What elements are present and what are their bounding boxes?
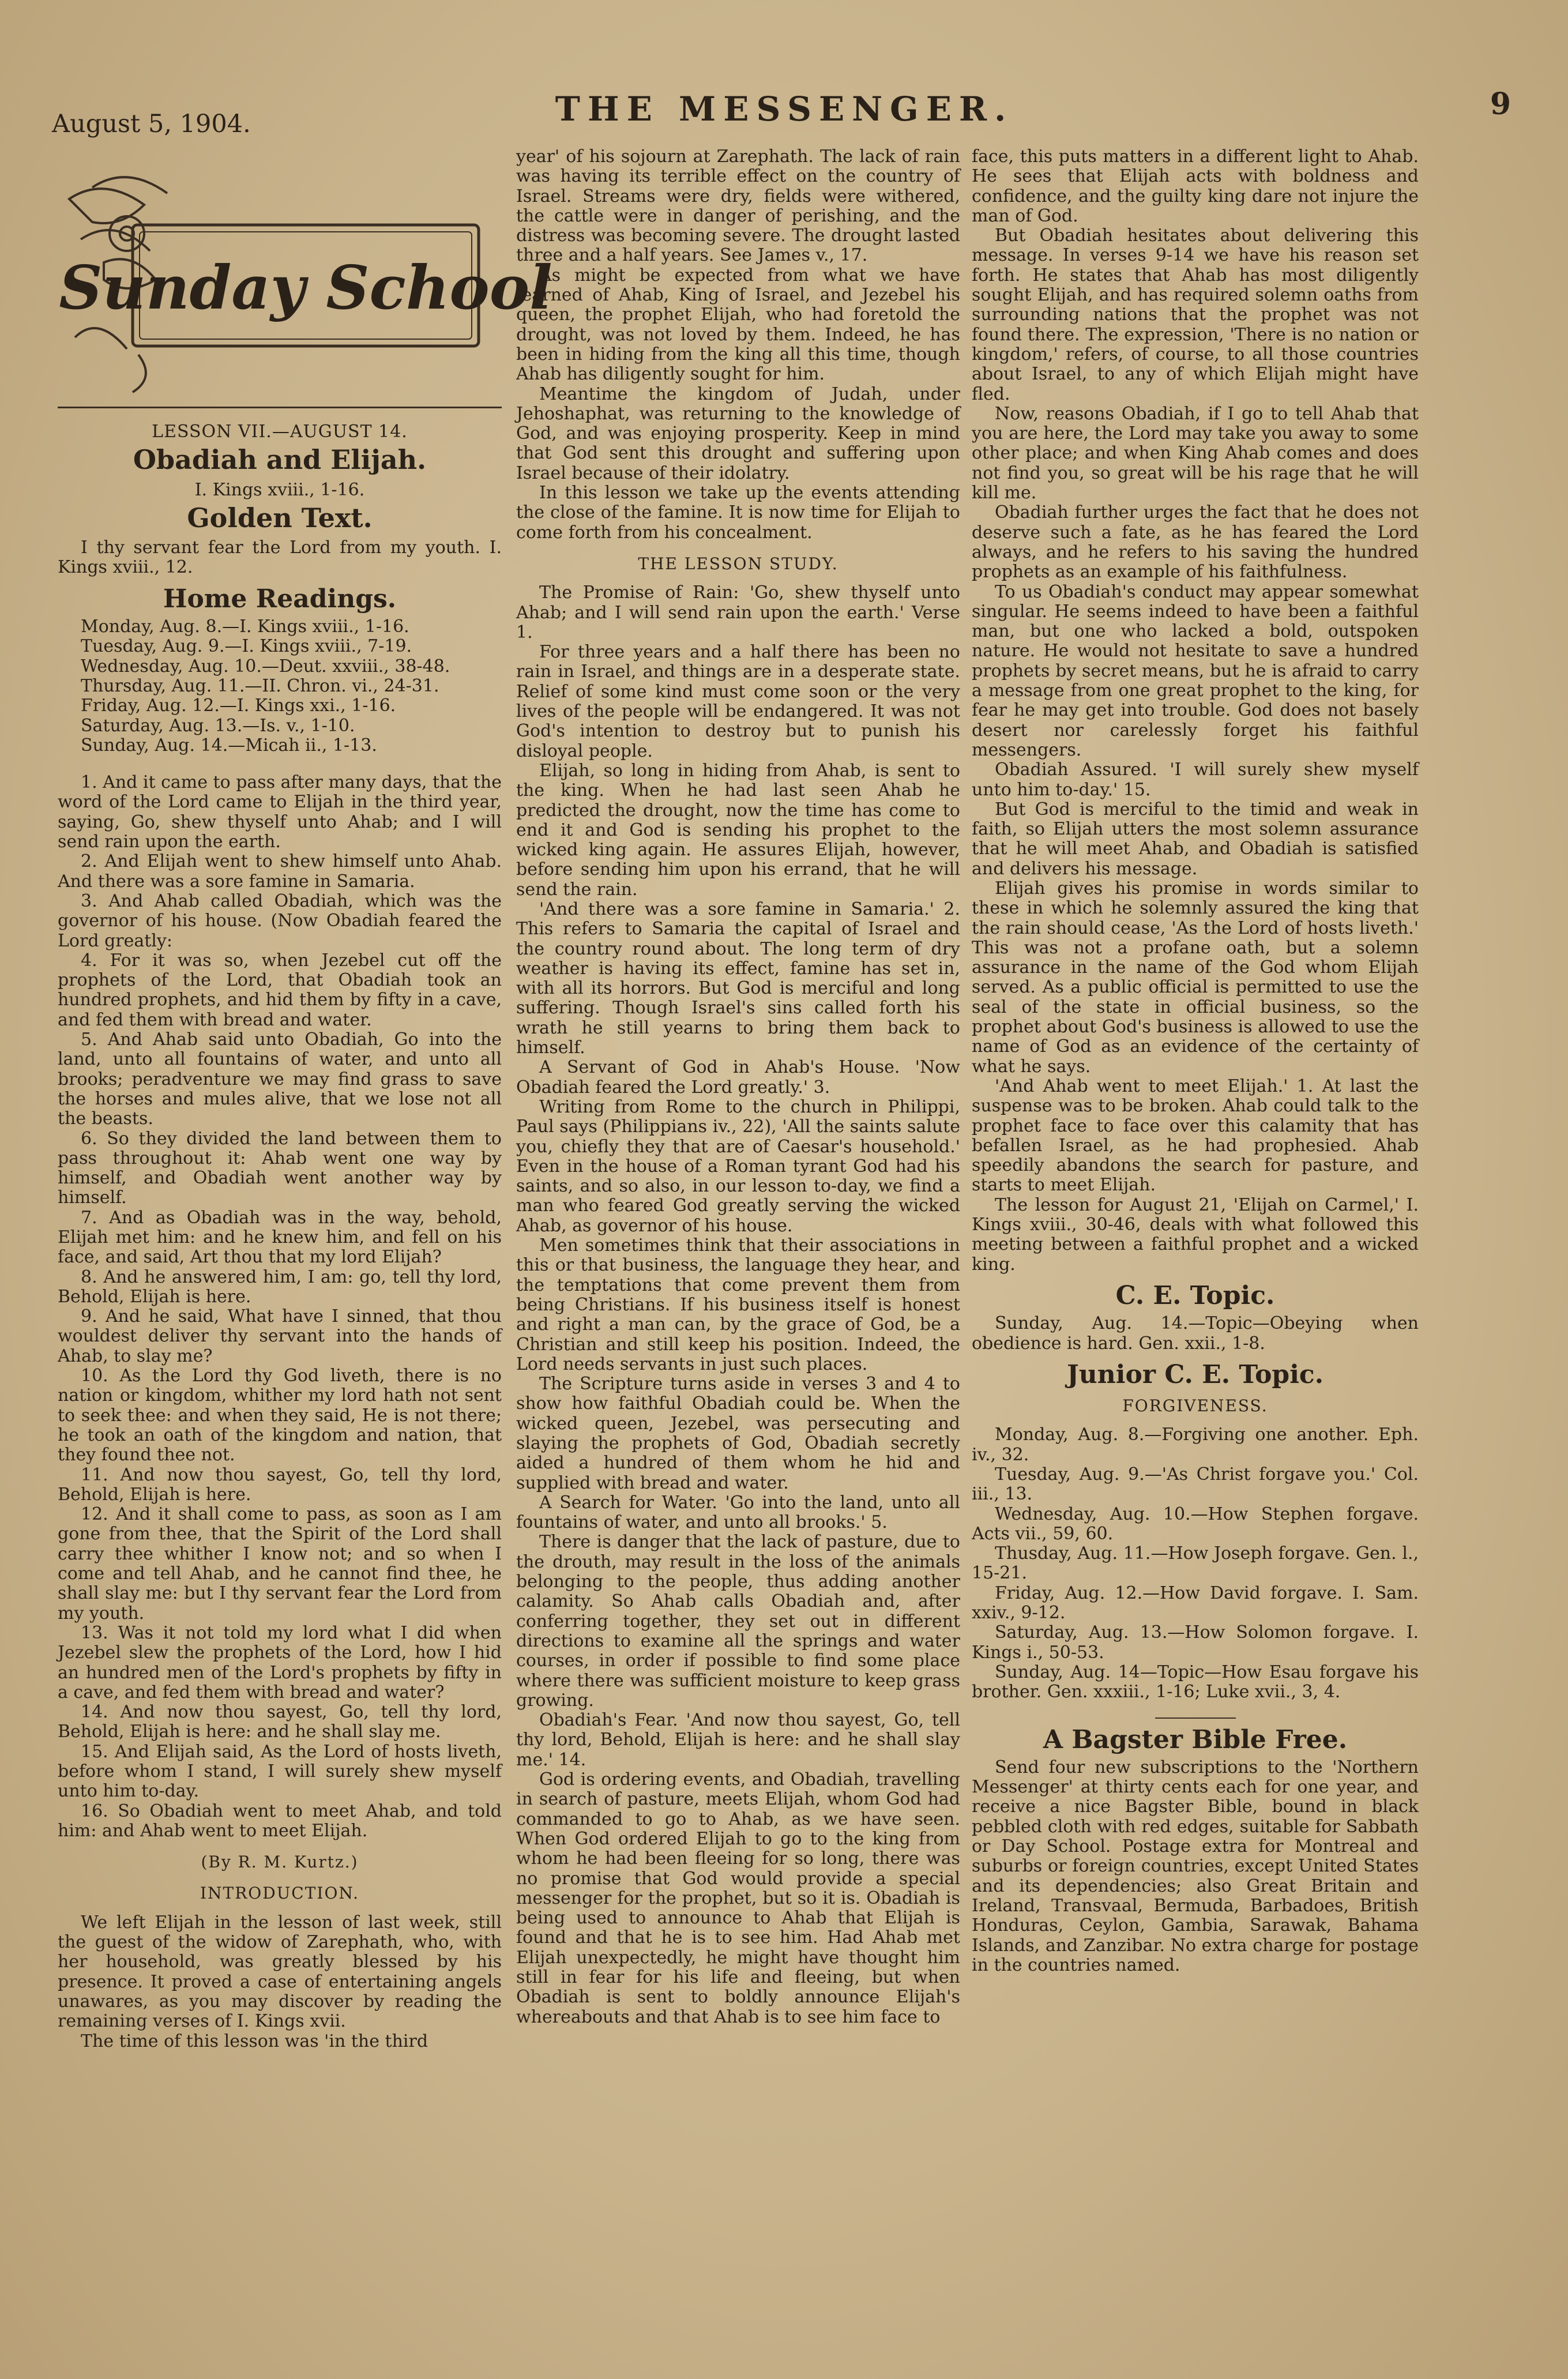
column-3 — [972, 147, 1419, 1975]
svg-text:Sunday School: Sunday School — [59, 252, 552, 323]
lesson-study-heading: THE LESSON STUDY. — [638, 554, 838, 573]
home-readings-list — [58, 617, 502, 756]
study-paragraph: Obadiah Assured. 'I will surely shew myself unto him to-day.' 15. — [972, 760, 1419, 800]
study-paragraph: But God is merciful to the timid and weak in faith, so Elijah utters the most solemn assurance that he will meet Ahab, and Obadiah is satisfied and delivers his message. — [972, 799, 1419, 879]
junior-topic-item: Wednesday, Aug. 10.—How Stephen forgave. Acts vii., 59, 60. — [972, 1504, 1419, 1544]
lesson-title: Obadiah and Elijah. — [133, 444, 427, 476]
study-paragraph: Now, reasons Obadiah, if I go to tell Ahab that you are here, the Lord may take you away to some other place; and when King Ahab comes and does not find you, so great will be his rage that he will kill me. — [972, 403, 1419, 503]
study-paragraph: Elijah, so long in hiding from Ahab, is sent to the king. When he had last seen Ahab he predicted the drought, now the time has come to end it and God is sending his prophet to the wicked king again. He assures Elijah, however, before sending him upon his errand, that he will send the rain. — [516, 760, 960, 900]
scripture-verse: 1. And it came to pass after many days, that the word of the Lord came to Elijah in the third year, saying, Go, shew thyself unto Ahab; and I will send rain upon the earth. — [58, 772, 502, 852]
reading-item: Friday, Aug. 12.—I. Kings xxi., 1-16. — [81, 696, 396, 716]
reading-item: Saturday, Aug. 13.—Is. v., 1-10. — [81, 715, 355, 736]
scripture-verse: 14. And now thou sayest, Go, tell thy lord, Behold, Elijah is here: and he shall slay me. — [58, 1702, 502, 1742]
junior-topic-item: Friday, Aug. 12.—How David forgave. I. Sam. xxiv., 9-12. — [972, 1583, 1419, 1623]
scripture-verse: 9. And he said, What have I sinned, that thou wouldest deliver thy servant into the hands of Ahab, to slay me? — [58, 1306, 502, 1366]
ce-topic-text: Sunday, Aug. 14.—Topic—Obeying when obedience is hard. Gen. xxii., 1-8. — [972, 1313, 1419, 1354]
introduction-paragraph: The time of this lesson was 'in the third — [81, 2031, 428, 2051]
golden-text: I thy servant fear the Lord from my youth. I. Kings xviii., 12. — [58, 538, 502, 578]
scripture-verse: 15. And Elijah said, As the Lord of hosts liveth, before whom I stand, I will surely shew myself unto him to-day. — [58, 1741, 502, 1802]
study-paragraph: The Promise of Rain: 'Go, shew thyself unto Ahab; and I will send rain upon the earth.' Verse 1. — [516, 582, 960, 642]
junior-topic-item: Tuesday, Aug. 9.—'As Christ forgave you.' Col. iii., 13. — [972, 1464, 1419, 1505]
scripture-verse: 6. So they divided the land between them to pass throughout it: Ahab went one way by himself, and Obadiah went another way by himself. — [58, 1128, 502, 1208]
reading-item: Tuesday, Aug. 9.—I. Kings xviii., 7-19. — [81, 636, 412, 657]
junior-topic-item: Sunday, Aug. 14—Topic—How Esau forgave his brother. Gen. xxxiii., 1-16; Luke xvii., 3, 4. — [972, 1662, 1419, 1702]
reading-item: Thursday, Aug. 11.—II. Chron. vi., 24-31. — [81, 675, 439, 696]
scripture-verse: 11. And now thou sayest, Go, tell thy lord, Behold, Elijah is here. — [58, 1464, 502, 1505]
lesson-reference: I. Kings xviii., 1-16. — [194, 479, 365, 500]
scripture-verse: 3. And Ahab called Obadiah, which was the governor of his house. (Now Obadiah feared the Lord greatly: — [58, 890, 502, 951]
golden-text-heading: Golden Text. — [187, 502, 373, 533]
column-2 — [516, 147, 960, 2027]
scripture-verse: 13. Was it not told my lord what I did when Jezebel slew the prophets of the Lord, how I hid an hundred men of the Lord's prophets by fifty in a cave, and fed them with bread and water? — [58, 1622, 502, 1702]
introduction-paragraph: As might be expected from what we have learned of Ahab, King of Israel, and Jezebel his queen, the prophet Elijah, who had foretold the drought, was not loved by them. Indeed, he has been in hiding from the king all this time, though Ahab has diligently sought for him. — [516, 265, 960, 385]
study-paragraph: A Search for Water. 'Go into the land, unto all fountains of water, and unto all brooks.' 5. — [516, 1492, 960, 1533]
study-paragraph: A Servant of God in Ahab's House. 'Now Obadiah feared the Lord greatly.' 3. — [516, 1057, 960, 1098]
study-paragraph: For three years and a half there has been no rain in Israel, and things are in a desperate state. Relief of some kind must come soon or the very lives of the people will be endangered. It was not God's intention to destroy but to punish his disloyal people. — [516, 642, 960, 761]
scripture-verse: 16. So Obadiah went to meet Ahab, and told him: and Ahab went to meet Elijah. — [58, 1801, 502, 1841]
introduction-paragraph: Meantime the kingdom of Judah, under Jehoshaphat, was returning to the knowledge of God, and was enjoying prosperity. Keep in mind that God sent this drought and suffering upon Israel because of their idolatry. — [516, 384, 960, 483]
floral-ornament-icon — [58, 164, 552, 395]
page-number: 9 — [1490, 87, 1511, 122]
study-paragraph: Obadiah's Fear. 'And now thou sayest, Go, tell thy lord, Behold, Elijah is here: and he shall slay me.' 14. — [516, 1710, 960, 1770]
introduction-heading: INTRODUCTION. — [200, 1884, 360, 1903]
scripture-verse: 10. As the Lord thy God liveth, there is no nation or kingdom, whither my lord hath not sent to seek thee: and when they said, He is not there; he took an oath of the kingdom and nation, that they found thee not. — [58, 1366, 502, 1465]
introduction-paragraph: In this lesson we take up the events attending the close of the famine. It is now time for Elijah to come forth from his concealment. — [516, 483, 960, 543]
masthead: THE MESSENGER. — [555, 89, 1014, 129]
sunday-school-logo — [58, 147, 552, 408]
study-paragraph: There is danger that the lack of pasture, due to the drouth, may result in the loss of the animals belonging to the people, thus adding another calamity. So Ahab calls Obadiah and, after conferring together, they set out in different directions to examine all the springs and water courses, in order if possible to find some place where there was sufficient moisture to keep grass growing. — [516, 1532, 960, 1711]
page-header — [46, 87, 1522, 138]
reading-item: Monday, Aug. 8.—I. Kings xviii., 1-16. — [81, 617, 409, 637]
scripture-verse: 2. And Elijah went to shew himself unto Ahab. And there was a sore famine in Samaria. — [58, 851, 502, 892]
scripture-verse: 12. And it shall come to pass, as soon as I am gone from thee, that the Spirit of the Lord shall carry thee whither I know not; and so when I come and tell Ahab, and he cannot find thee, he shall slay me: but I thy servant fear the Lord from my youth. — [58, 1504, 502, 1623]
column-1 — [58, 147, 552, 2051]
study-paragraph: But Obadiah hesitates about delivering this message. In verses 9-14 we have his reason set forth. He states that Ahab has most diligently sought Elijah, and has required solemn oaths from surrounding nations that the prophet was not found there. The expression, 'There is no nation or kingdom,' refers, of course, to all those countries about Israel, to any of which Elijah might have fled. — [972, 226, 1419, 404]
scripture-verse: 7. And as Obadiah was in the way, behold, Elijah met him: and he knew him, and fell on his face, and said, Art thou that my lord Elijah? — [58, 1207, 502, 1268]
ce-topic-heading: C. E. Topic. — [1115, 1280, 1275, 1310]
reading-item: Wednesday, Aug. 10.—Deut. xxviii., 38-48. — [81, 656, 450, 677]
bagster-bible-text: Send four new subscriptions to the 'Northern Messenger' at thirty cents each for one year, and receive a nice Bagster Bible, bound in black pebbled cloth with red edges, suitable for Sabbath or Day School. Postage extra for Montreal and suburbs or foreign countries, except United States and its dependencies; also Great Britain and Ireland, Transvaal, Bermuda, Barbadoes, British Honduras, Ceylon, Gambia, Sarawak, Bahama Islands, and Zanzibar. No extra charge for postage in the countries named. — [972, 1757, 1419, 1975]
study-paragraph: Men sometimes think that their associations in this or that business, the language they hear, and the temptations that come prevent them from being Christians. If his business itself is honest and right a man can, by the grace of God, be a Christian and still keep his position. Indeed, the Lord needs servants in just such places. — [516, 1235, 960, 1374]
forgiveness-heading: FORGIVENESS. — [1122, 1396, 1268, 1416]
study-paragraph: The Scripture turns aside in verses 3 and 4 to show how faithful Obadiah could be. When the wicked queen, Jezebel, was persecuting and slaying the prophets of God, Obadiah secretly aided a hundred of them whom he hid and supplied with bread and water. — [516, 1374, 960, 1493]
study-paragraph: face, this puts matters in a different light to Ahab. He sees that Elijah acts with boldness and confidence, and the guilty king dare not injure the man of God. — [972, 146, 1419, 226]
study-paragraph: To us Obadiah's conduct may appear somewhat singular. He seems indeed to have been a faithful man, but one who lacked a bold, outspoken nature. He would not hesitate to save a hundred prophets by secret means, but he is afraid to carry a message from one great prophet to the king, for fear he may get into trouble. God does not basely desert nor carelessly forget his faithful messengers. — [972, 581, 1419, 760]
junior-topic-item: Thusday, Aug. 11.—How Joseph forgave. Gen. l., 15-21. — [972, 1543, 1419, 1584]
scripture-verse: 8. And he answered him, I am: go, tell thy lord, Behold, Elijah is here. — [58, 1266, 502, 1307]
study-paragraph: The lesson for August 21, 'Elijah on Carmel,' I. Kings xviii., 30-46, deals with what followed this meeting between a faithful prophet and a wicked king. — [972, 1194, 1419, 1275]
study-paragraph: 'And Ahab went to meet Elijah.' 1. At last the suspense was to be broken. Ahab could talk to the prophet face to face over this calamity that has befallen Israel, as he had prophesied. Ahab speedily abandons the search for pasture, and starts to meet Elijah. — [972, 1076, 1419, 1196]
issue-date: August 5, 1904. — [52, 110, 251, 138]
junior-topic-item: Monday, Aug. 8.—Forgiving one another. Eph. iv., 32. — [972, 1425, 1419, 1465]
junior-ce-topic-heading: Junior C. E. Topic. — [1066, 1359, 1324, 1389]
study-paragraph: Writing from Rome to the church in Philippi, Paul says (Philippians iv., 22), 'All the saints salute you, chiefly they that are of Caesar's household.' Even in the house of a Roman tyrant God had his saints, and so also, in our lesson to-day, we find a man who feared God greatly serving the wicked Ahab, as governor of his house. — [516, 1096, 960, 1236]
home-readings-heading: Home Readings. — [163, 584, 397, 614]
introduction-paragraph: We left Elijah in the lesson of last week, still the guest of the widow of Zarephath, who, with her household, was greatly blessed by his presence. It proved a case of entertaining angels unawares, as you may discover by reading the remaining verses of I. Kings xvii. — [58, 1912, 502, 2032]
reading-item: Sunday, Aug. 14.—Micah ii., 1-13. — [81, 735, 377, 756]
study-paragraph: Elijah gives his promise in words similar to these in which he solemnly assured the king that the rain should cease, 'As the Lord of hosts liveth.' This was not a profane oath, but a solemn assurance in the name of the God whom Elijah served. As a public official is permitted to use the seal of the state in official business, so the prophet about God's business is allowed to use the name of God as an evidence of the certainty of what he says. — [972, 878, 1419, 1077]
bagster-bible-heading: A Bagster Bible Free. — [1043, 1724, 1348, 1754]
section-divider — [1155, 1712, 1236, 1719]
lesson-number: LESSON VII.—AUGUST 14. — [152, 422, 408, 442]
scripture-verse: 4. For it was so, when Jezebel cut off the prophets of the Lord, that Obadiah took an hundred prophets, and hid them by fifty in a cave, and fed them with bread and water. — [58, 950, 502, 1030]
study-paragraph: Obadiah further urges the fact that he does not deserve such a fate, as he has feared the Lord always, and he refers to his saving the hundred prophets as an example of his faithfulness. — [972, 502, 1419, 582]
study-paragraph: 'And there was a sore famine in Samaria.' 2. This refers to Samaria the capital of Israel and the country round about. The long term of dry weather is having its effect, famine has set in, with all its horrors. But God is merciful and long suffering. Though Israel's sins called forth his wrath he still yearns to bring them back to himself. — [516, 899, 960, 1058]
introduction-paragraph: year' of his sojourn at Zarephath. The lack of rain was having its terrible effect on the country of Israel. Streams were dry, fields were withered, the cattle were in danger of perishing, and the distress was becoming severe. The drought lasted three and a half years. See James v., 17. — [516, 146, 960, 266]
junior-topic-item: Saturday, Aug. 13.—How Solomon forgave. I. Kings i., 50-53. — [972, 1622, 1419, 1663]
byline: (By R. M. Kurtz.) — [201, 1852, 359, 1872]
scripture-verse: 5. And Ahab said unto Obadiah, Go into the land, unto all fountains of water, and unto all brooks; peradventure we may find grass to save the horses and mules alive, that we lose not all the beasts. — [58, 1029, 502, 1129]
study-paragraph: God is ordering events, and Obadiah, travelling in search of pasture, meets Elijah, whom God had commanded to go to Ahab, as we have seen. When God ordered Elijah to go to the king from whom he had been fleeing for so long, there was no promise that God would provide a special messenger for the prophet, but so it is. Obadiah is being used to announce to Ahab that Elijah is found and that he is to see him. Had Ahab met Elijah unexpectedly, he might have thought him still in fear for his life and fleeing, but when Obadiah is sent to boldly announce Elijah's whereabouts and that Ahab is to see him face to — [516, 1769, 960, 2027]
